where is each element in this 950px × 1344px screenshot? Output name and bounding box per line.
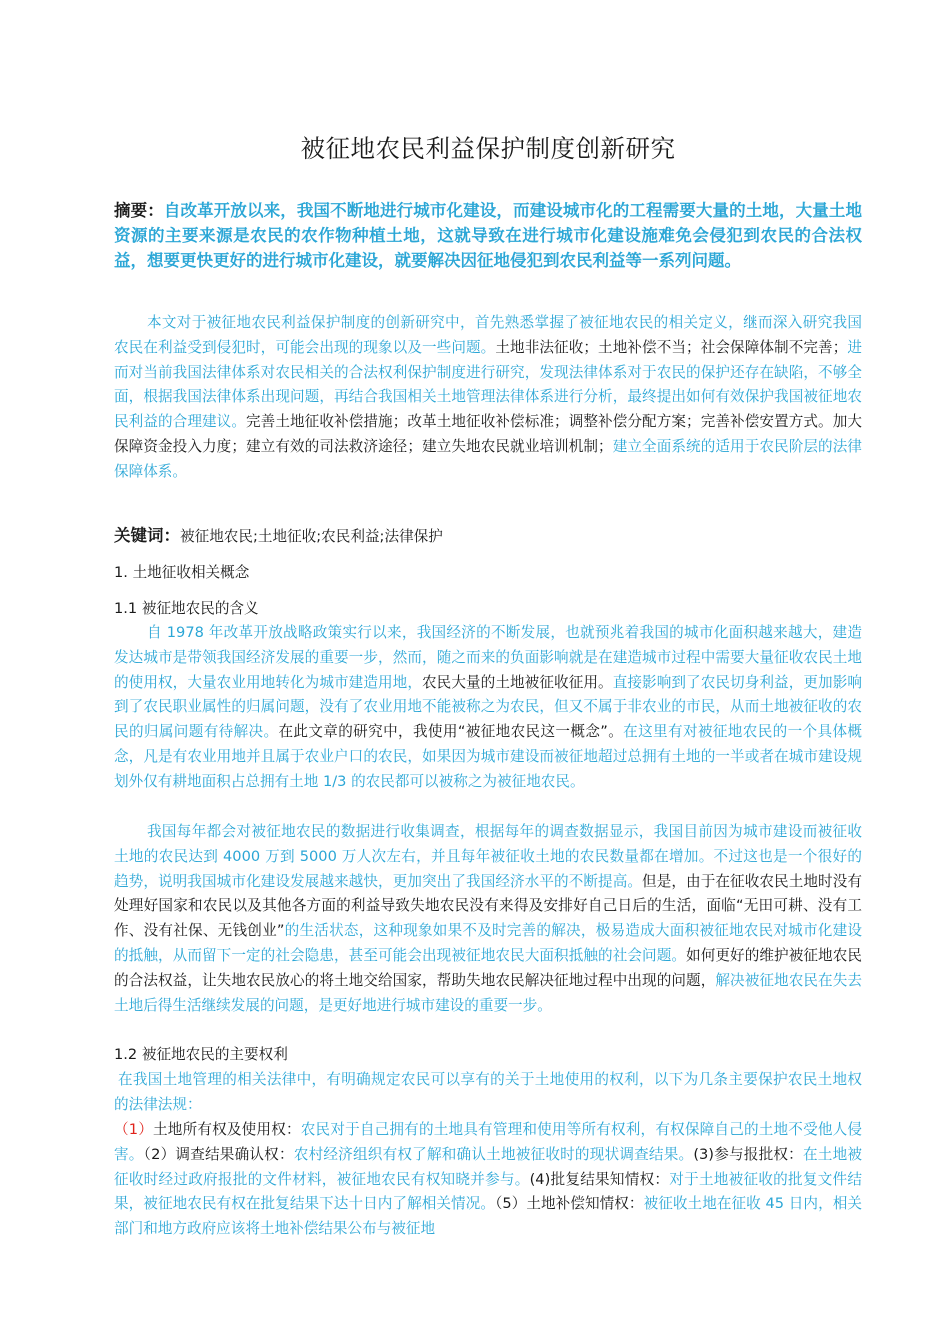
- p4-run: (3)参与报批权：: [693, 1145, 803, 1163]
- p4-run: （1）: [114, 1121, 154, 1138]
- keywords-label: 关键词：: [114, 526, 180, 545]
- section-heading-1-1: 1.1 被征地农民的含义: [114, 600, 259, 617]
- p1-run: 在此文章的研究中，我使用“被征地农民这一概念”。: [278, 723, 624, 741]
- p3-run: 在我国土地管理的相关法律中，有明确规定农民可以享有的关于土地使用的权利，以下为几条主要保护农民土地权的法律法规：: [114, 1071, 862, 1113]
- p4-run: 对于土地被征收的批复文件结果，被征地农民有权在批复结果下达十日内了解相关情况。: [114, 1170, 862, 1213]
- p1-run: 农民大量的土地被征收征用。: [422, 673, 613, 691]
- p4-run: 农民对于自己拥有的土地具有管理和使用等所有权利，有权保障自己的土地不受他人侵害。: [114, 1121, 862, 1163]
- keywords: [114, 523, 862, 550]
- intro-run: 完善土地征收补偿措施；改革土地征收补偿标准；调整补偿分配方案；完善补偿安置方式。加大保障资金投入力度；建立有效的司法救济途径；建立失地农民就业培训机制；: [114, 413, 862, 455]
- p1-run: 自 1978 年改革开放战略政策实行以来，我国经济的不断发展，也就预兆着我国的城市化面积越来越大，建造发达城市是带领我国经济发展的重要一步，然而，随之而来的负面影响就是在建造城市过程中需要大量征收农民土地的使用权，大量农业用地转化为城市建造用地，: [114, 624, 862, 691]
- p1-run: 直接影响到了农民切身利益，更加影响到了农民职业属性的归属问题，没有了农业用地不能被称之为农民，但又不属于非农业的市民，从而土地被征收的农民的归属问题有待解决。: [114, 673, 862, 741]
- section-heading-1-2: 1.2 被征地农民的主要权利: [114, 1046, 288, 1063]
- p1-run: 在这里有对被征地农民的一个具体概念，凡是有农业用地并且属于农业户口的农民，如果因为城市建设而被征地超过总拥有土地的一半或者在城市建设规划外仅有耕地面积占总拥有土地 1/3 的农民都可以被称之为被征地农民。: [114, 723, 862, 790]
- p4-run: 在土地被征收时经过政府报批的文件材料，被征地农民有权知晓并参与。: [114, 1145, 862, 1188]
- paragraph-1: [114, 621, 862, 795]
- intro-run: 建立全面系统的适用于农民阶层的法律保障体系。: [114, 437, 862, 480]
- paragraph-4: [114, 1118, 862, 1242]
- p4-run: 农村经济组织有权了解和确认土地被征收时的现状调查结果。: [293, 1145, 694, 1163]
- keywords-text: 被征地农民;土地征收;农民利益;法律保护: [180, 528, 443, 545]
- intro-run: 本文对于被征地农民利益保护制度的创新研究中，首先熟悉掌握了被征地农民的相关定义，继而深入研究我国农民在利益受到侵犯时，可能会出现的现象以及一些问题。: [114, 314, 862, 356]
- paragraph-2: [114, 820, 862, 1018]
- paragraph-3: [114, 1068, 862, 1118]
- p4-run: （2）调查结果确认权：: [143, 1145, 294, 1163]
- p2-run: 解决被征地农民在失去土地后得生活继续发展的问题，是更好地进行城市建设的重要一步。: [114, 971, 862, 1014]
- intro-paragraph: [114, 311, 862, 485]
- p2-run: 的生活状态，这种现象如果不及时完善的解决，极易造成大面积被征地农民对城市化建设的抵触，从而留下一定的社会隐患，甚至可能会出现被征地农民大面积抵触的社会问题。: [114, 922, 863, 964]
- intro-run: 进而对当前我国法律体系对农民相关的合法权利保护制度进行研究，发现法律体系对于农民的保护还存在缺陷，不够全面，根据我国法律体系出现问题，再结合我国相关土地管理法律体系进行分析，最终提出如何有效保护我国被征地农民利益的合理建议。: [114, 338, 862, 431]
- p2-run: 我国每年都会对被征地农民的数据进行收集调查，根据每年的调查数据显示，我国目前因为城市建设而被征收土地的农民达到 4000 万到 5000 万人次左右，并且每年被征收土地的农民数量都在增加。不过这也是一个很好的趋势，说明我国城市化建设发展越来越快，更加突出了我国经济水平的不断提高。: [114, 823, 862, 890]
- intro-run: 土地非法征收；土地补偿不当；社会保障体制不完善；: [495, 338, 848, 356]
- section-heading-1: 1. 土地征收相关概念: [114, 564, 250, 581]
- abstract: [114, 198, 862, 273]
- p4-run: (4)批复结果知情权：: [529, 1170, 670, 1188]
- abstract-label: 摘要：: [114, 201, 164, 220]
- p4-run: 土地所有权及使用权：: [153, 1121, 301, 1138]
- page-title: 被征地农民利益保护制度创新研究: [300, 134, 676, 163]
- p4-run: （5）土地补偿知情权：: [495, 1195, 644, 1213]
- p4-run: 被征收土地在征收 45 日内，相关部门和地方政府应该将土地补偿结果公布与被征地: [114, 1195, 862, 1238]
- abstract-text: 自改革开放以来，我国不断地进行城市化建设，而建设城市化的工程需要大量的土地，大量土地资源的主要来源是农民的农作物种植土地，这就导致在进行城市化建设施难免会侵犯到农民的合法权益，想要更快更好的进行城市化建设，就要解决因征地侵犯到农民利益等一系列问题。: [114, 201, 862, 270]
- p2-run: 但是，由于在征收农民土地时没有处理好国家和农民以及其他各方面的利益导致失地农民没有来得及安排好自己日后的生活，面临“无田可耕、没有工作、没有社保、无钱创业”: [114, 872, 862, 940]
- p2-run: 如何更好的维护被征地农民的合法权益，让失地农民放心的将土地交给国家，帮助失地农民解决征地过程中出现的问题，: [114, 946, 862, 989]
